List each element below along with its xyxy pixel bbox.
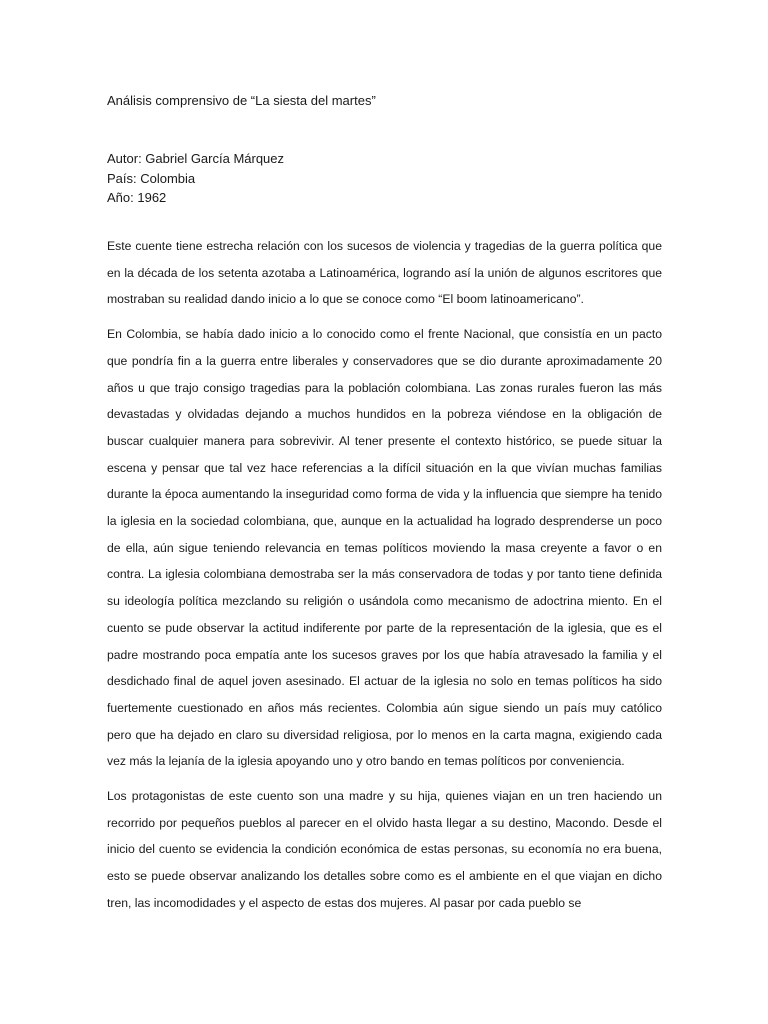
paragraph-context: En Colombia, se había dado inicio a lo conocido como el frente Nacional, que consistía en un pacto que pondría fin a la guerra entre liberales y conservadores que se dio durante aproximadamente 20 años u que trajo consigo tragedias para la población colombiana. Las zonas rurales fueron las más devastadas y olvidadas dejando a muchos hundidos en la pobreza viéndose en la obligación de buscar cualquier manera para sobrevivir. Al tener presente el contexto histórico, se puede situar la escena y pensar que tal vez hace referencias a la difícil situación en la que vivían muchas familias durante la época aumentando la inseguridad como forma de vida y la influencia que siempre ha tenido la iglesia en la sociedad colombiana, que, aunque en la actualidad ha logrado desprenderse un poco de ella, aún sigue teniendo relevancia en temas políticos moviendo la masa creyente a favor o en contra. La iglesia colombiana demostraba ser la más conservadora de todas y por tanto tiene definida su ideología política mezclando su religión o usándola como mecanismo de adoctrina miento. En el cuento se pude observar la actitud indiferente por parte de la representación de la iglesia, que es el padre mostrando poca empatía ante los sucesos graves por los que había atravesado la familia y el desdichado final de aquel joven asesinado. El actuar de la iglesia no solo en temas políticos ha sido fuertemente cuestionado en años más recientes. Colombia aún sigue siendo un país muy católico pero que ha dejado en claro su diversidad religiosa, por lo menos en la carta magna, exigiendo cada vez más la lejanía de la iglesia apoyando uno y otro bando en temas políticos por conveniencia.	[107, 327, 662, 769]
paragraph-protagonists: Los protagonistas de este cuento son una madre y su hija, quienes viajan en un tren haciendo un recorrido por pequeños pueblos al parecer en el olvido hasta llegar a su destino, Macondo. Desde el inicio del cuento se evidencia la condición económica de estas personas, su economía no era buena, esto se puede observar analizando los detalles sobre como es el ambiente en el que viajan en dicho tren, las incomodidades y el aspecto de estas dos mujeres. Al pasar por cada pueblo se	[107, 789, 662, 910]
author-line: Autor: Gabriel García Márquez	[107, 151, 285, 166]
document-title: Análisis comprensivo de “La siesta del martes”	[107, 93, 376, 108]
document-metadata	[107, 149, 667, 208]
country-line: País: Colombia	[107, 170, 196, 186]
document-body	[107, 233, 662, 925]
paragraph-intro: Este cuente tiene estrecha relación con los sucesos de violencia y tragedias de la guerra política que en la década de los setenta azotaba a Latinoamérica, logrando así la unión de algunos escritores que mostraban su realidad dando inicio a lo que se conoce como “El boom latinoamericano”.	[107, 239, 662, 307]
year-line: Año: 1962	[107, 190, 167, 205]
